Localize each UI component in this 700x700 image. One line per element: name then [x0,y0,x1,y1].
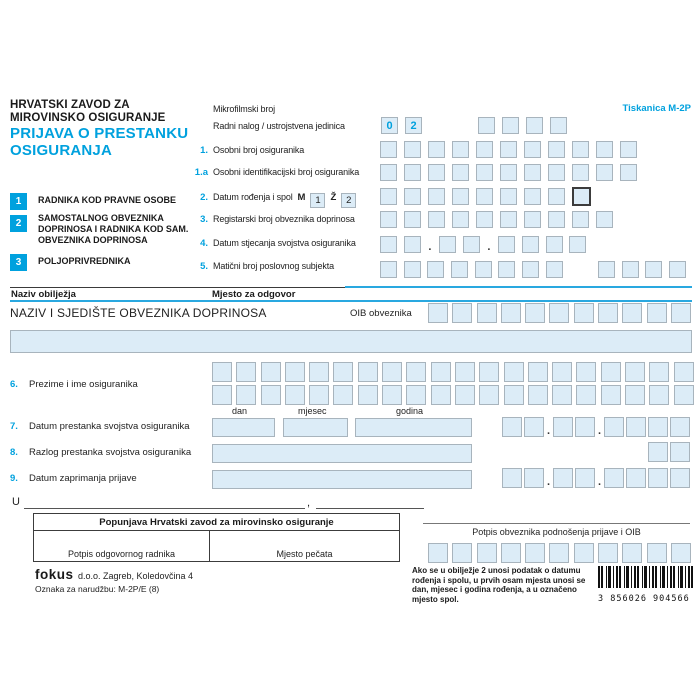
box-cell[interactable] [647,303,667,323]
header-rule-cyan-right [345,286,692,288]
date-dot-separator: . [546,476,551,488]
box-cell[interactable] [479,385,499,405]
box-cell[interactable] [620,141,637,158]
input-naziv-sjediste[interactable] [10,330,692,353]
type-2-badge[interactable]: 2 [10,215,27,232]
field-1a-label: Osobni identifikacijski broj osiguranika [213,167,360,177]
box-cell[interactable] [601,362,621,382]
field-8-number: 8. [10,447,18,458]
box-cell[interactable] [553,468,573,488]
field-9-number: 9. [10,473,18,484]
box-cell[interactable] [358,362,378,382]
box-cell[interactable] [648,442,668,462]
boxes-razlog-prestanka-sifra[interactable] [648,442,690,462]
box-cell[interactable] [382,385,402,405]
field-8-label: Razlog prestanka svojstva osiguranika [29,447,192,458]
box-cell[interactable] [428,164,445,181]
box-cell[interactable] [212,385,232,405]
box-cell[interactable] [598,261,615,278]
box-cell[interactable] [552,362,572,382]
org-name [10,99,165,125]
box-cell[interactable] [622,543,642,563]
box-cell[interactable] [596,211,613,228]
box-cell[interactable] [620,164,637,181]
box-cell[interactable] [463,236,480,253]
box-cell[interactable] [546,236,563,253]
publisher-block [35,566,193,594]
field-9-label: Datum zaprimanja prijave [29,473,137,484]
box-cell[interactable] [406,362,426,382]
field-1a [190,167,359,178]
date-dot-separator: . [546,425,551,437]
boxes-maticni-broj[interactable] [380,261,563,278]
box-cell[interactable] [648,417,668,437]
boxes-prezime-ime-row2[interactable] [212,385,694,405]
box-cell[interactable] [236,362,256,382]
boxes-datum-prestanka[interactable] [502,417,690,437]
type-1-badge[interactable]: 1 [10,193,27,210]
box-cell[interactable] [452,188,469,205]
box-cell[interactable] [452,141,469,158]
box-cell[interactable] [477,303,497,323]
box-cell[interactable] [476,164,493,181]
boxes-datum-zaprimanja[interactable] [502,468,690,488]
box-cell[interactable] [526,117,543,134]
comma-separator: , [307,497,311,509]
box-cell[interactable] [604,468,624,488]
box-cell[interactable] [522,261,539,278]
box-cell[interactable] [380,141,397,158]
box-cell[interactable] [622,303,642,323]
form-title-line2: OSIGURANJA [10,141,113,159]
signature-line[interactable] [423,523,690,524]
column-mjesto-za-odgovor: Mjesto za odgovor [212,289,296,300]
box-cell[interactable] [553,417,573,437]
org-name-line2: MIROVINSKO OSIGURANJE [10,112,166,124]
field-5 [190,261,334,272]
date-dot-separator: . [428,241,432,253]
box-cell[interactable] [500,164,517,181]
box-cell[interactable] [552,385,572,405]
box-cell[interactable] [524,211,541,228]
box-cell[interactable] [455,362,475,382]
office-table-header: Popunjava Hrvatski zavod za mirovinsko osiguranje [34,514,399,531]
place-write-line[interactable] [24,508,305,509]
barcode-digits: 3 856026 904566 [598,594,690,604]
label-radni-nalog: Radni nalog / ustrojstvena jedinica [213,121,345,131]
header-rule-cyan-bottom [10,300,692,302]
field-1-number: 1. [200,145,208,156]
box-cell[interactable] [478,117,495,134]
box-cell[interactable] [476,188,493,205]
box-cell[interactable] [428,211,445,228]
box-cell[interactable] [502,117,519,134]
box-cell[interactable] [501,303,521,323]
box-cell[interactable] [598,303,618,323]
box-cell[interactable] [647,543,667,563]
field-4-number: 4. [200,238,208,249]
label-oib-obveznika: OIB obveznika [350,308,412,319]
barcode-bars [598,566,694,588]
box-cell[interactable] [502,417,522,437]
box-cell[interactable] [380,211,397,228]
box-cell[interactable] [528,362,548,382]
box-cell[interactable] [500,141,517,158]
box-cell[interactable]: 0 [381,117,398,134]
box-cell[interactable] [549,303,569,323]
insured-type-3-label: POLJOPRIVREDNIKA [38,256,131,266]
box-cell[interactable] [476,211,493,228]
field-7 [10,421,190,432]
box-cell[interactable] [404,211,421,228]
box-cell[interactable] [622,261,639,278]
box-cell[interactable] [649,362,669,382]
box-cell[interactable] [671,543,691,563]
boxes-radni-nalog-extra[interactable] [478,117,567,134]
box-cell[interactable] [309,362,329,382]
box-cell[interactable] [524,468,544,488]
note-obiljezje-2: Ako se u obilježje 2 unosi podatak o datumu rođenja i spolu, u prvih osam mjesta unosi se dan, mjesec i godina rođenja, a u označeno mjesto spol. [412,566,586,604]
publisher-order-code: Oznaka za narudžbu: M-2P/E (8) [35,584,160,594]
box-cell[interactable] [498,236,515,253]
field-5-label: Matični broj poslovnog subjekta [213,261,334,271]
box-cell[interactable] [674,385,694,405]
date-write-line[interactable] [316,508,424,509]
box-cell[interactable] [569,236,586,253]
box-cell[interactable] [525,543,545,563]
insured-type-1[interactable] [10,191,27,210]
box-cell[interactable] [501,543,521,563]
boxes-registarski-broj[interactable] [380,211,613,228]
field-1 [190,145,304,156]
field-2-number: 2. [200,192,208,203]
form-title [10,126,188,159]
input-f7-godina[interactable] [355,418,472,437]
org-name-line1: HRVATSKI ZAVOD ZA [10,99,130,111]
box-cell[interactable] [598,543,618,563]
boxes-maticni-broj-extra[interactable] [598,261,686,278]
box-cell[interactable] [548,164,565,181]
box-cell[interactable] [669,261,686,278]
box-cell[interactable] [477,543,497,563]
box-cell[interactable] [625,385,645,405]
box-cell[interactable] [404,188,421,205]
box-cell[interactable] [522,236,539,253]
box-cell[interactable] [576,362,596,382]
box-cell[interactable] [404,236,421,253]
box-cell[interactable] [382,362,402,382]
label-naziv-sjediste: NAZIV I SJEDIŠTE OBVEZNIKA DOPRINOSA [10,306,267,320]
boxes-prezime-ime-row1[interactable] [212,362,694,382]
box-cell[interactable] [648,468,668,488]
sex-z-code-box[interactable]: 2 [341,193,356,208]
sex-m-code-box[interactable]: 1 [310,193,325,208]
insured-type-2-label: SAMOSTALNOG OBVEZNIKA DOPRINOSA I RADNIKA KOD SAM. OBVEZNIKA DOPRINOSA [38,213,189,245]
box-cell[interactable] [476,141,493,158]
label-mjesec: mjesec [298,406,327,416]
box-cell[interactable] [645,261,662,278]
box-cell[interactable] [524,164,541,181]
field-7-label: Datum prestanka svojstva osiguranika [29,421,190,432]
box-cell[interactable] [452,164,469,181]
label-godina: godina [396,406,424,416]
box-cell[interactable] [670,442,690,462]
insured-type-1-label: RADNIKA KOD PRAVNE OSOBE [38,195,177,205]
box-spol[interactable] [572,187,591,206]
box-cell[interactable] [649,385,669,405]
field-4 [190,238,356,249]
box-cell[interactable] [380,236,397,253]
box-cell[interactable] [550,117,567,134]
box-cell[interactable] [452,543,472,563]
column-naziv-obiljezja: Naziv obilježja [11,289,76,300]
box-cell[interactable] [404,261,421,278]
box-cell[interactable] [575,468,595,488]
box-cell[interactable] [525,303,545,323]
box-cell[interactable] [549,543,569,563]
field-1a-number: 1.a [194,167,208,178]
box-cell[interactable] [428,141,445,158]
label-dan: dan [232,406,248,416]
box-cell[interactable] [380,188,397,205]
input-f7-mjesec[interactable] [283,418,348,437]
box-cell[interactable] [524,141,541,158]
label-mikrofilmski-broj: Mikrofilmski broj [213,104,275,114]
box-cell[interactable] [285,385,305,405]
box-cell[interactable] [428,303,448,323]
boxes-osobni-broj[interactable] [380,141,637,158]
cell-mjesto-pecata[interactable]: Mjesto pečata [276,549,333,559]
box-cell[interactable] [404,164,421,181]
box-cell[interactable] [212,362,232,382]
field-4-label: Datum stjecanja svojstva osiguranika [213,238,356,248]
cell-potpis-radnika[interactable]: Potpis odgovornog radnika [67,549,176,559]
box-cell[interactable] [572,164,589,181]
box-cell[interactable] [380,164,397,181]
box-cell[interactable] [504,362,524,382]
box-cell[interactable]: 2 [405,117,422,134]
insured-type-3[interactable] [10,252,27,271]
box-cell[interactable] [333,362,353,382]
box-cell[interactable] [574,543,594,563]
box-cell[interactable] [452,211,469,228]
box-cell[interactable] [528,385,548,405]
box-cell[interactable] [548,188,565,205]
publisher-logo: fokus [35,567,74,582]
input-razlog-prestanka[interactable] [212,444,472,463]
box-cell[interactable] [428,188,445,205]
field-9 [10,473,137,484]
box-cell[interactable] [439,236,456,253]
input-datum-zaprimanja[interactable] [212,470,472,489]
box-cell[interactable] [504,385,524,405]
field-6-label: Prezime i ime osiguranika [29,379,138,390]
box-cell[interactable] [428,543,448,563]
box-cell[interactable] [498,261,515,278]
box-cell[interactable] [601,385,621,405]
barcode [598,566,694,606]
box-cell[interactable] [670,468,690,488]
field-2 [190,190,356,205]
date-dot-separator: . [597,476,602,488]
field-3-label: Registarski broj obveznika doprinosa [213,214,355,224]
field-7-number: 7. [10,421,18,432]
box-cell[interactable] [431,385,451,405]
box-cell[interactable] [524,188,541,205]
header-rule-dark [10,287,345,288]
boxes-oib-obveznika[interactable] [428,303,691,323]
box-cell[interactable] [380,261,397,278]
box-cell[interactable] [626,468,646,488]
boxes-datum-stjecanja[interactable] [380,236,586,253]
field-6 [10,379,138,390]
box-cell[interactable] [452,303,472,323]
box-cell[interactable] [404,141,421,158]
box-cell[interactable] [451,261,468,278]
insured-type-2[interactable] [10,213,27,232]
box-cell[interactable] [427,261,444,278]
box-cell[interactable] [500,188,517,205]
box-cell[interactable] [548,211,565,228]
form-title-line1: PRIJAVA O PRESTANKU [10,125,189,142]
boxes-datum-rodjenja[interactable] [380,188,565,205]
input-f7-dan[interactable] [212,418,275,437]
box-cell[interactable] [285,362,305,382]
box-cell[interactable] [546,261,563,278]
box-cell[interactable] [576,385,596,405]
publisher-address: d.o.o. Zagreb, Koledovčina 4 [77,571,194,581]
box-cell[interactable] [604,417,624,437]
box-cell[interactable] [625,362,645,382]
boxes-oib-osiguranika[interactable] [380,164,637,181]
label-u-place: U [12,496,20,508]
box-cell[interactable] [596,141,613,158]
label-sex-m: M [297,192,306,203]
box-cell[interactable] [261,385,281,405]
box-cell[interactable] [333,385,353,405]
field-5-number: 5. [200,261,208,272]
boxes-radni-nalog-value[interactable] [381,117,422,134]
box-cell[interactable] [309,385,329,405]
box-cell[interactable] [261,362,281,382]
field-6-number: 6. [10,379,18,390]
field-3-number: 3. [200,214,208,225]
box-cell[interactable] [502,468,522,488]
box-cell[interactable] [358,385,378,405]
box-cell[interactable] [236,385,256,405]
label-potpis-obveznika: Potpis obveznika podnošenja prijave i OIB [472,527,641,537]
field-2-label: Datum rođenja i spol [213,192,293,202]
box-cell[interactable] [596,164,613,181]
box-cell[interactable] [572,141,589,158]
box-cell[interactable] [574,303,594,323]
box-cell[interactable] [455,385,475,405]
form-code: Tiskanica M-2P [622,103,691,114]
field-8 [10,447,191,458]
field-3 [190,214,355,225]
box-cell[interactable] [575,417,595,437]
box-cell[interactable] [670,417,690,437]
boxes-oib-podnositelja[interactable] [428,543,691,563]
date-dot-separator: . [487,241,491,253]
box-cell[interactable] [500,211,517,228]
box-cell[interactable] [671,303,691,323]
box-cell[interactable] [475,261,492,278]
box-cell[interactable] [479,362,499,382]
box-cell[interactable] [548,141,565,158]
box-cell[interactable] [626,417,646,437]
box-cell[interactable] [431,362,451,382]
box-cell[interactable] [524,417,544,437]
box-cell[interactable] [674,362,694,382]
box-cell[interactable] [406,385,426,405]
box-cell[interactable] [572,211,589,228]
label-sex-z: Ž [330,192,337,203]
type-3-badge[interactable]: 3 [10,254,27,271]
date-dot-separator: . [597,425,602,437]
office-use-table [33,513,400,562]
field-1-label: Osobni broj osiguranika [213,145,305,155]
